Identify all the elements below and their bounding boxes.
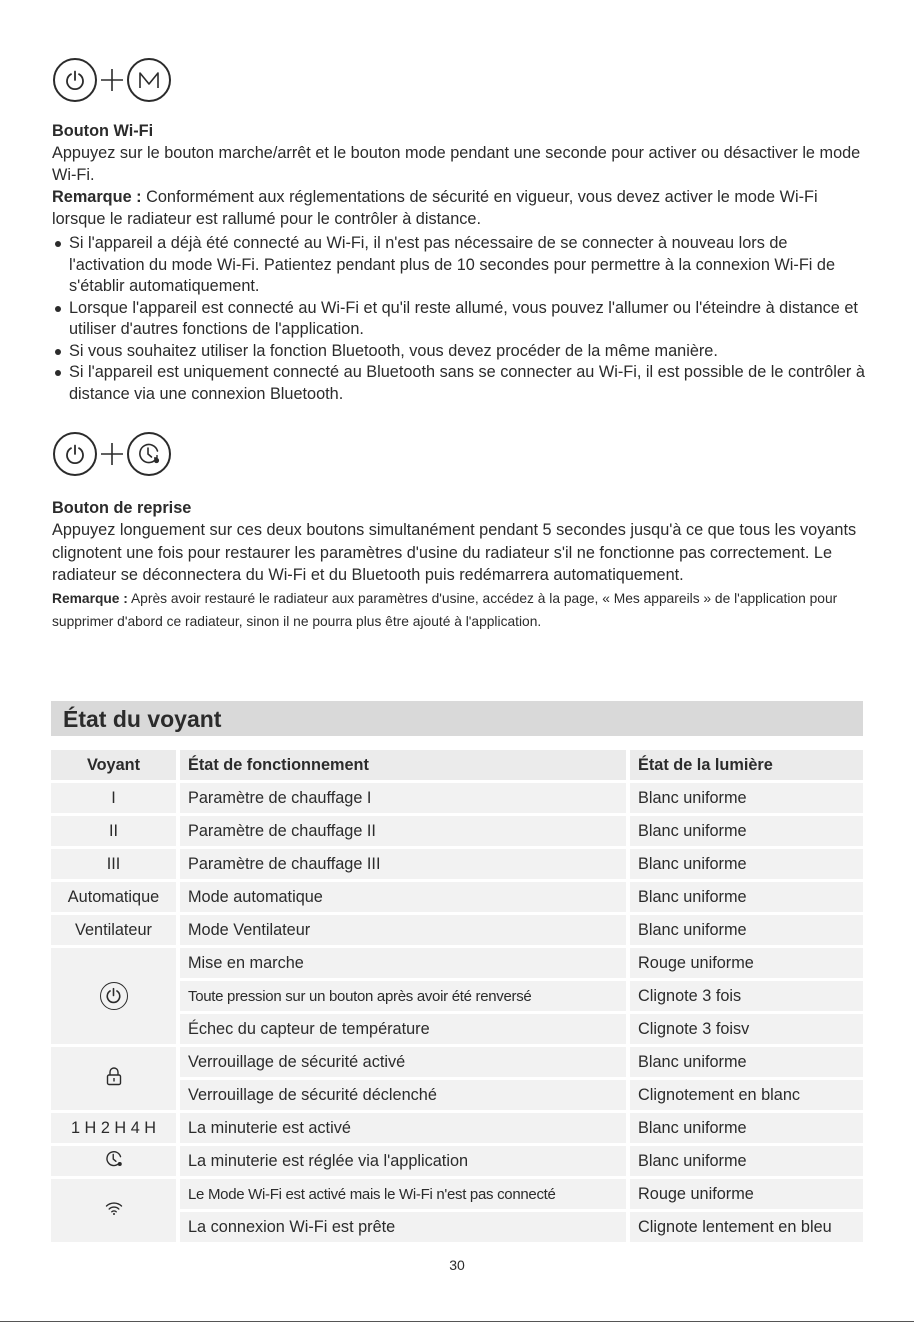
etat-cell: Mode Ventilateur [180, 915, 630, 945]
table-row [51, 849, 863, 879]
table-row [51, 915, 863, 945]
table-row [51, 948, 863, 978]
etat-cell: Mode automatique [180, 882, 630, 912]
voyant-cell [51, 948, 180, 1044]
voyant-cell [51, 1146, 180, 1176]
lumiere-cell: Blanc uniforme [630, 849, 863, 879]
lumiere-cell: Clignote 3 fois [630, 981, 863, 1011]
status-section-title: État du voyant [51, 701, 863, 736]
wifi-section-note [52, 186, 867, 230]
timer-icon [104, 1149, 124, 1174]
plus-icon [98, 58, 126, 102]
reset-section-title: Bouton de reprise [52, 499, 192, 517]
voyant-cell [51, 1179, 180, 1242]
lumiere-cell: Blanc uniforme [630, 783, 863, 813]
table-row [51, 783, 863, 813]
voyant-cell: Ventilateur [51, 915, 180, 945]
voyant-cell: II [51, 816, 180, 846]
etat-cell: Paramètre de chauffage II [180, 816, 630, 846]
note-label: Remarque : [52, 188, 142, 206]
lumiere-cell: Blanc uniforme [630, 882, 863, 912]
power-icon [100, 982, 128, 1010]
lumiere-cell: Rouge uniforme [630, 1179, 863, 1209]
voyant-cell: I [51, 783, 180, 813]
plus-icon [98, 432, 126, 476]
list-item: Si vous souhaitez utiliser la fonction Bluetooth, vous devez procéder de la même manière. [52, 341, 867, 363]
etat-cell: Le Mode Wi-Fi est activé mais le Wi-Fi n'est pas connecté [180, 1179, 630, 1209]
lumiere-cell: Clignote 3 foisv [630, 1014, 863, 1044]
voyant-cell: 1 H 2 H 4 H [51, 1113, 180, 1143]
etat-cell: La connexion Wi-Fi est prête [180, 1212, 630, 1242]
note-text: Après avoir restauré le radiateur aux paramètres d'usine, accédez à la page, « Mes appareils » de l'application pour supprimer d'abord ce radiateur, sinon il ne pourra plus être ajouté à l'application. [52, 590, 838, 629]
reset-button-combo [53, 432, 171, 476]
lumiere-cell: Rouge uniforme [630, 948, 863, 978]
table-row [51, 1047, 863, 1077]
lumiere-cell: Clignote lentement en bleu [630, 1212, 863, 1242]
timer-icon [127, 432, 171, 476]
note-label: Remarque : [52, 590, 128, 606]
etat-cell: Toute pression sur un bouton après avoir été renversé [180, 981, 630, 1011]
table-row [51, 816, 863, 846]
lumiere-cell: Blanc uniforme [630, 816, 863, 846]
etat-cell: La minuterie est réglée via l'application [180, 1146, 630, 1176]
lumiere-cell: Blanc uniforme [630, 1047, 863, 1077]
reset-section [52, 497, 867, 633]
etat-cell: Échec du capteur de température [180, 1014, 630, 1044]
lumiere-cell: Blanc uniforme [630, 1113, 863, 1143]
lumiere-cell: Blanc uniforme [630, 915, 863, 945]
status-table [51, 747, 863, 1245]
wifi-bullet-list [52, 233, 867, 405]
list-item: Lorsque l'appareil est connecté au Wi-Fi et qu'il reste allumé, vous pouvez l'allumer ou l'éteindre à distance et utiliser d'autres fonctions de l'application. [52, 298, 867, 341]
etat-cell: Mise en marche [180, 948, 630, 978]
power-icon [53, 58, 97, 102]
etat-cell: Verrouillage de sécurité activé [180, 1047, 630, 1077]
reset-section-note [52, 587, 867, 633]
page-number: 30 [449, 1257, 465, 1273]
lock-icon [105, 1066, 123, 1091]
voyant-cell [51, 1047, 180, 1110]
table-header-row [51, 750, 863, 780]
list-item: Si l'appareil a déjà été connecté au Wi-Fi, il n'est pas nécessaire de se connecter à nouveau lors de l'activation du mode Wi-Fi. Patientez pendant plus de 10 secondes pour permettre à la connexion Wi-Fi de s'établir automatiquement. [52, 233, 867, 298]
table-row [51, 882, 863, 912]
page-bottom-divider [0, 1321, 914, 1322]
lumiere-cell: Clignotement en blanc [630, 1080, 863, 1110]
header-lumiere: État de la lumière [630, 750, 863, 780]
header-voyant: Voyant [51, 750, 180, 780]
wifi-section-intro: Appuyez sur le bouton marche/arrêt et le bouton mode pendant une seconde pour activer ou désactiver le mode Wi-Fi. [52, 144, 861, 184]
list-item: Si l'appareil est uniquement connecté au Bluetooth sans se connecter au Wi-Fi, il est possible de le contrôler à distance via une connexion Bluetooth. [52, 362, 867, 405]
header-etat: État de fonctionnement [180, 750, 630, 780]
etat-cell: La minuterie est activé [180, 1113, 630, 1143]
wifi-section [52, 120, 867, 405]
table-row [51, 1179, 863, 1209]
etat-cell: Paramètre de chauffage III [180, 849, 630, 879]
mode-m-icon [127, 58, 171, 102]
lumiere-cell: Blanc uniforme [630, 1146, 863, 1176]
wifi-icon [105, 1201, 123, 1220]
wifi-section-title: Bouton Wi-Fi [52, 122, 154, 140]
note-text: Conformément aux réglementations de sécurité en vigueur, vous devez activer le mode Wi-Fi lorsque le radiateur est rallumé pour le contrôler à distance. [52, 188, 818, 228]
table-row [51, 1146, 863, 1176]
wifi-button-combo [53, 58, 171, 102]
etat-cell: Verrouillage de sécurité déclenché [180, 1080, 630, 1110]
power-icon [53, 432, 97, 476]
etat-cell: Paramètre de chauffage I [180, 783, 630, 813]
voyant-cell: III [51, 849, 180, 879]
table-row [51, 1113, 863, 1143]
voyant-cell: Automatique [51, 882, 180, 912]
reset-section-intro: Appuyez longuement sur ces deux boutons simultanément pendant 5 secondes jusqu'à ce que tous les voyants clignotent une fois pour restaurer les paramètres d'usine du radiateur s'il ne fonctionne pas correctement. Le radiateur se déconnectera du Wi-Fi et du Bluetooth puis redémarrera automatiquement. [52, 521, 857, 584]
